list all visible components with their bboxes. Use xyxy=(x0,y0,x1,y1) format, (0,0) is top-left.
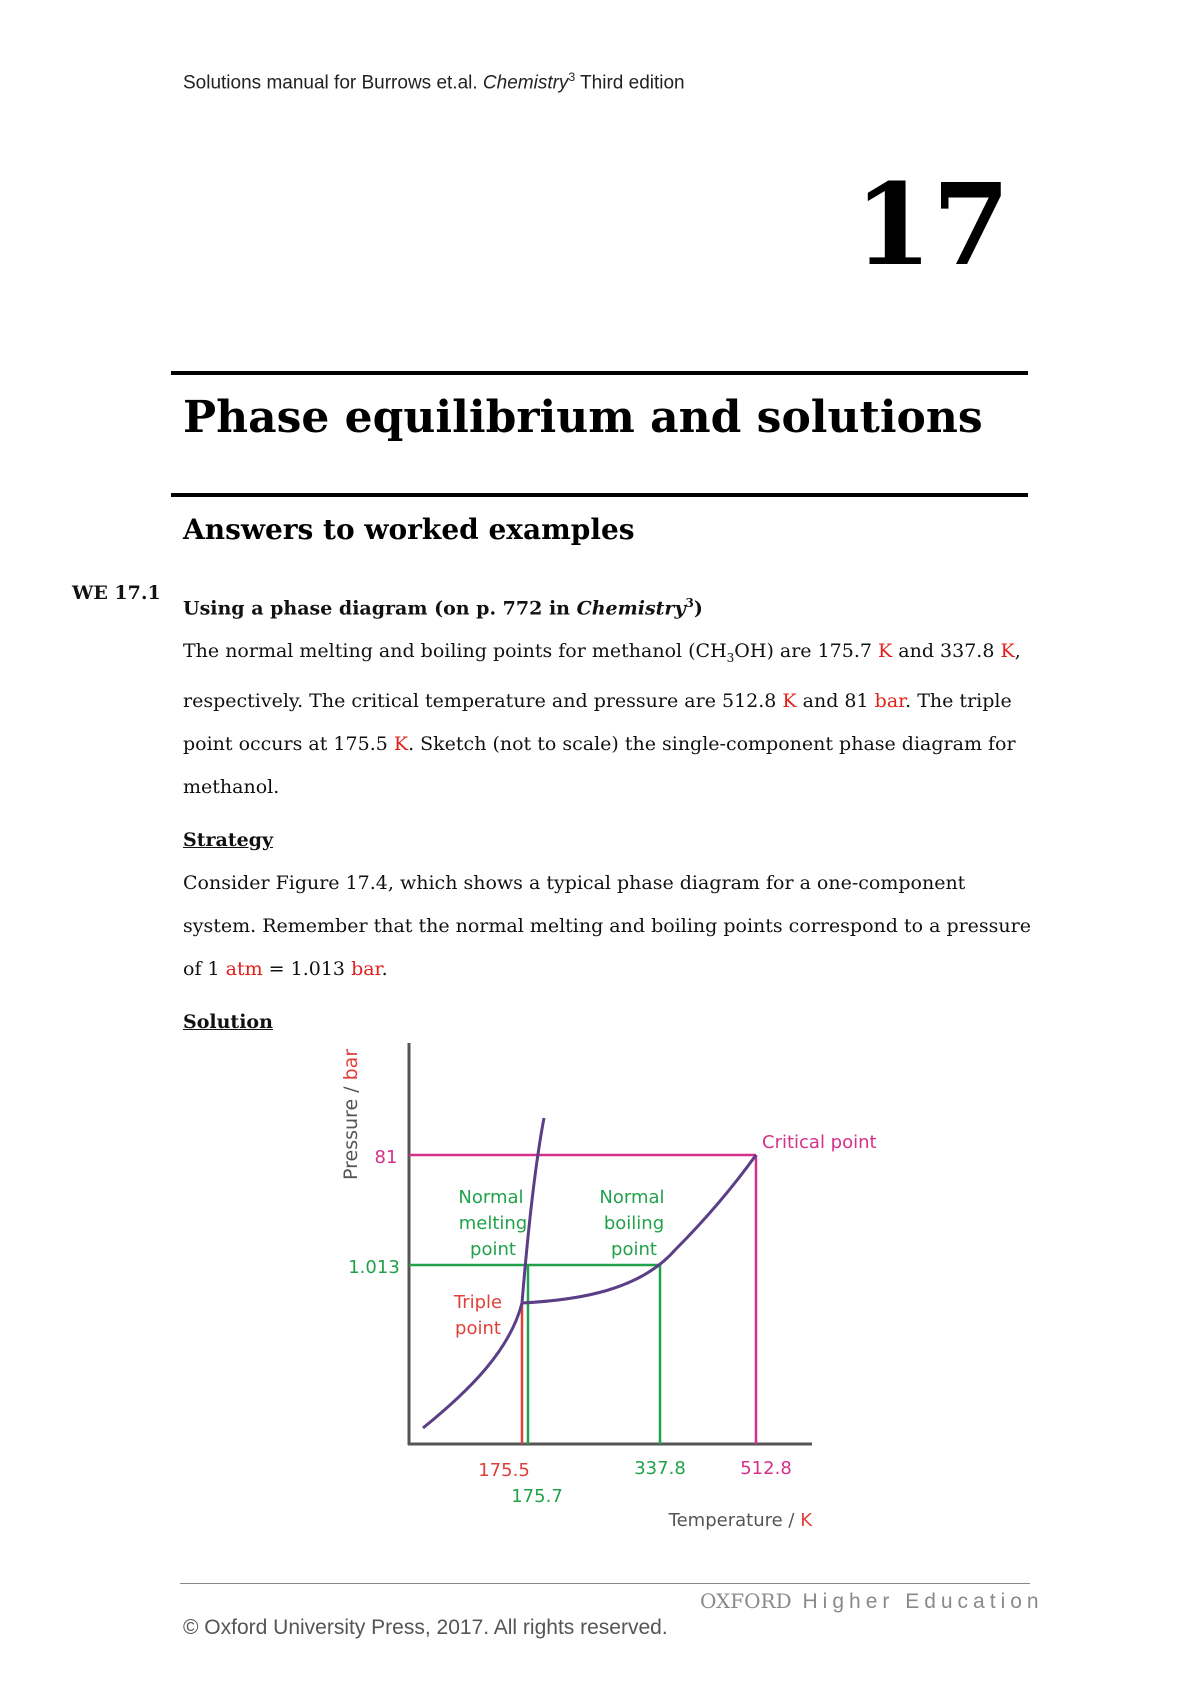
heading-sup: 3 xyxy=(685,596,694,610)
publisher-logo xyxy=(700,1589,1044,1614)
worked-example-label: WE 17.1 xyxy=(72,582,161,604)
unit-k: K xyxy=(782,690,797,713)
boiling-label-1: Normal xyxy=(599,1187,665,1208)
x-tick-melting: 175.7 xyxy=(511,1486,563,1507)
q-part: , respectively. The critical temperature and pressure are 512.8 xyxy=(183,640,1021,713)
q-part: The normal melting and boiling points for methanol (CH xyxy=(183,640,727,663)
x-tick-critical: 512.8 xyxy=(740,1458,792,1479)
unit-k: K xyxy=(1000,640,1015,663)
heading-text: Using a phase diagram (on p. 772 in xyxy=(183,597,577,620)
section-heading: Answers to worked examples xyxy=(183,513,635,546)
footer-rule xyxy=(180,1583,1030,1584)
header-suffix: Third edition xyxy=(575,72,685,94)
triple-label-2: point xyxy=(455,1318,501,1339)
q-subscript: 3 xyxy=(726,651,735,666)
y-tick-1013: 1.013 xyxy=(348,1257,400,1278)
melting-label-2: melting xyxy=(458,1213,528,1234)
s-part: Consider Figure 17.4, which shows a typical phase diagram for a one-component system. Remember that the normal melting and boiling points correspond to a pressure of 1 xyxy=(183,872,1031,981)
unit-bar: bar xyxy=(351,958,382,981)
triple-label-1: Triple xyxy=(453,1292,503,1313)
q-part: OH) are 175.7 xyxy=(734,640,879,663)
logo-oxford: OXFORD xyxy=(700,1589,792,1613)
x-tick-triple: 175.5 xyxy=(478,1460,530,1481)
boiling-label-2: boiling xyxy=(603,1213,665,1234)
q-part: and 337.8 xyxy=(892,640,1001,663)
strategy-heading: Strategy xyxy=(183,829,274,852)
logo-higher-education: Higher Education xyxy=(802,1590,1044,1613)
y-tick-81: 81 xyxy=(374,1147,398,1168)
q-part: and 81 xyxy=(796,690,875,713)
critical-point-label: Critical point xyxy=(762,1132,877,1153)
q-part: . The triple point occurs at 175.5 xyxy=(183,690,1012,756)
x-axis-label: Temperature / K xyxy=(668,1510,812,1531)
melting-label-3: point xyxy=(470,1239,516,1260)
melting-label-1: Normal xyxy=(458,1187,524,1208)
copyright-notice: © Oxford University Press, 2017. All rights reserved. xyxy=(183,1616,668,1639)
unit-k: K xyxy=(878,640,893,663)
unit-atm: atm xyxy=(225,958,263,981)
header-book-title: Chemistry xyxy=(482,72,569,94)
melting-curve xyxy=(522,1118,544,1303)
heading-book: Chemistry xyxy=(576,597,686,620)
solution-heading: Solution xyxy=(183,1011,273,1034)
unit-bar: bar xyxy=(874,690,906,713)
heading-end: ) xyxy=(693,597,703,620)
s-part: = 1.013 xyxy=(262,958,352,981)
boiling-label-3: point xyxy=(611,1239,657,1260)
x-tick-boiling: 337.8 xyxy=(634,1458,686,1479)
s-part: . xyxy=(381,958,388,981)
q-part: . Sketch (not to scale) the single-component phase diagram for methanol. xyxy=(183,733,1016,799)
unit-k: K xyxy=(393,733,409,756)
header-superscript: 3 xyxy=(568,70,576,84)
chapter-number: 17 xyxy=(854,160,1010,291)
y-axis-label: Pressure / bar xyxy=(340,1048,362,1180)
header-prefix: Solutions manual for Burrows et.al. xyxy=(183,72,483,94)
chapter-title: Phase equilibrium and solutions xyxy=(183,392,983,443)
